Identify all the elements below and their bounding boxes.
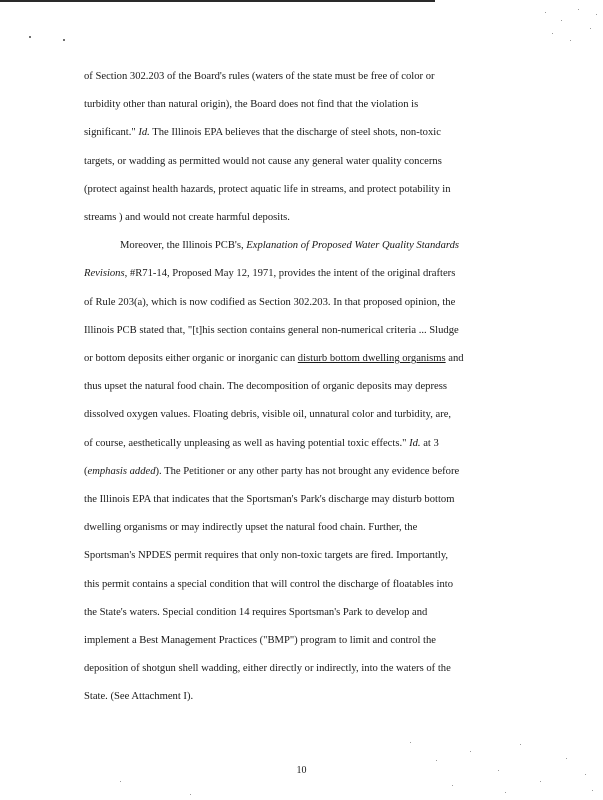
text-line: streams ) and would not create harmful deposits.	[84, 212, 290, 224]
text-run: at 3	[420, 437, 439, 449]
text-line: the Illinois EPA that indicates that the Sportsman's Park's discharge may disturb bottom	[84, 494, 455, 506]
text-line: the State's waters. Special condition 14 requires Sportsman's Park to develop and	[84, 606, 428, 618]
emphasis-note: emphasis added	[87, 465, 156, 477]
text-line: State. (See Attachment I).	[84, 691, 194, 703]
text-line: implement a Best Management Practices ("BMP") program to limit and control the	[84, 635, 436, 647]
text-run: of course, aesthetically unpleasing as well as having potential toxic effects."	[84, 437, 410, 449]
text-line: this permit contains a special condition that will control the discharge of floatables into	[84, 578, 454, 590]
paragraph-2	[84, 232, 514, 711]
text-run: significant."	[84, 127, 139, 139]
text-line	[84, 232, 514, 260]
text-line: thus upset the natural food chain. The decomposition of organic deposits may depress	[84, 381, 447, 393]
text-line: targets, or wadding as permitted would not cause any general water quality concerns	[84, 155, 442, 167]
text-line	[84, 458, 514, 486]
document-title: Revisions	[84, 268, 125, 280]
text-line: Sportsman's NPDES permit requires that only non-toxic targets are fired. Importantly,	[84, 550, 449, 562]
text-line: (protect against health hazards, protect aquatic life in streams, and protect potability in	[84, 183, 451, 195]
text-line: of Rule 203(a), which is now codified as Section 302.203. In that proposed opinion, the	[84, 296, 456, 308]
citation-id: Id.	[409, 437, 421, 449]
text-line: dwelling organisms or may indirectly upset the natural food chain. Further, the	[84, 522, 418, 534]
citation-id: Id.	[138, 127, 150, 139]
document-body	[84, 63, 514, 712]
text-run: and	[445, 353, 464, 365]
text-line: of Section 302.203 of the Board's rules (waters of the state must be free of color or	[84, 71, 435, 82]
underlined-phrase: disturb bottom dwelling organisms	[297, 353, 446, 365]
page-number: 10	[296, 765, 307, 776]
text-line: dissolved oxygen values. Floating debris, visible oil, unnatural color and turbidity, are,	[84, 409, 452, 421]
header-rule	[0, 0, 435, 2]
text-line: turbidity other than natural origin), the Board does not find that the violation is	[84, 99, 419, 111]
text-run: The Illinois EPA believes that the discharge of steel shots, non-toxic	[149, 127, 441, 139]
text-line: deposition of shotgun shell wadding, either directly or indirectly, into the waters of the	[84, 663, 451, 675]
text-run: or bottom deposits either organic or inorganic can	[84, 353, 298, 365]
text-line	[84, 119, 514, 147]
text-run: (	[84, 465, 88, 477]
scan-mark	[29, 36, 31, 38]
document-title: Explanation of Proposed Water Quality Standards	[246, 240, 460, 252]
text-line	[84, 430, 514, 458]
paragraph-1	[84, 63, 514, 232]
text-run: , #R71-14, Proposed May 12, 1971, provides the intent of the original drafters	[124, 268, 456, 280]
text-line: Illinois PCB stated that, "[t]his section contains general non-numerical criteria ... Sludge	[84, 324, 459, 336]
text-run: ). The Petitioner or any other party has not brought any evidence before	[155, 465, 460, 477]
text-line	[84, 345, 514, 373]
text-line	[84, 260, 514, 288]
text-run: Moreover, the Illinois PCB's,	[120, 240, 247, 252]
scan-mark	[63, 39, 65, 41]
